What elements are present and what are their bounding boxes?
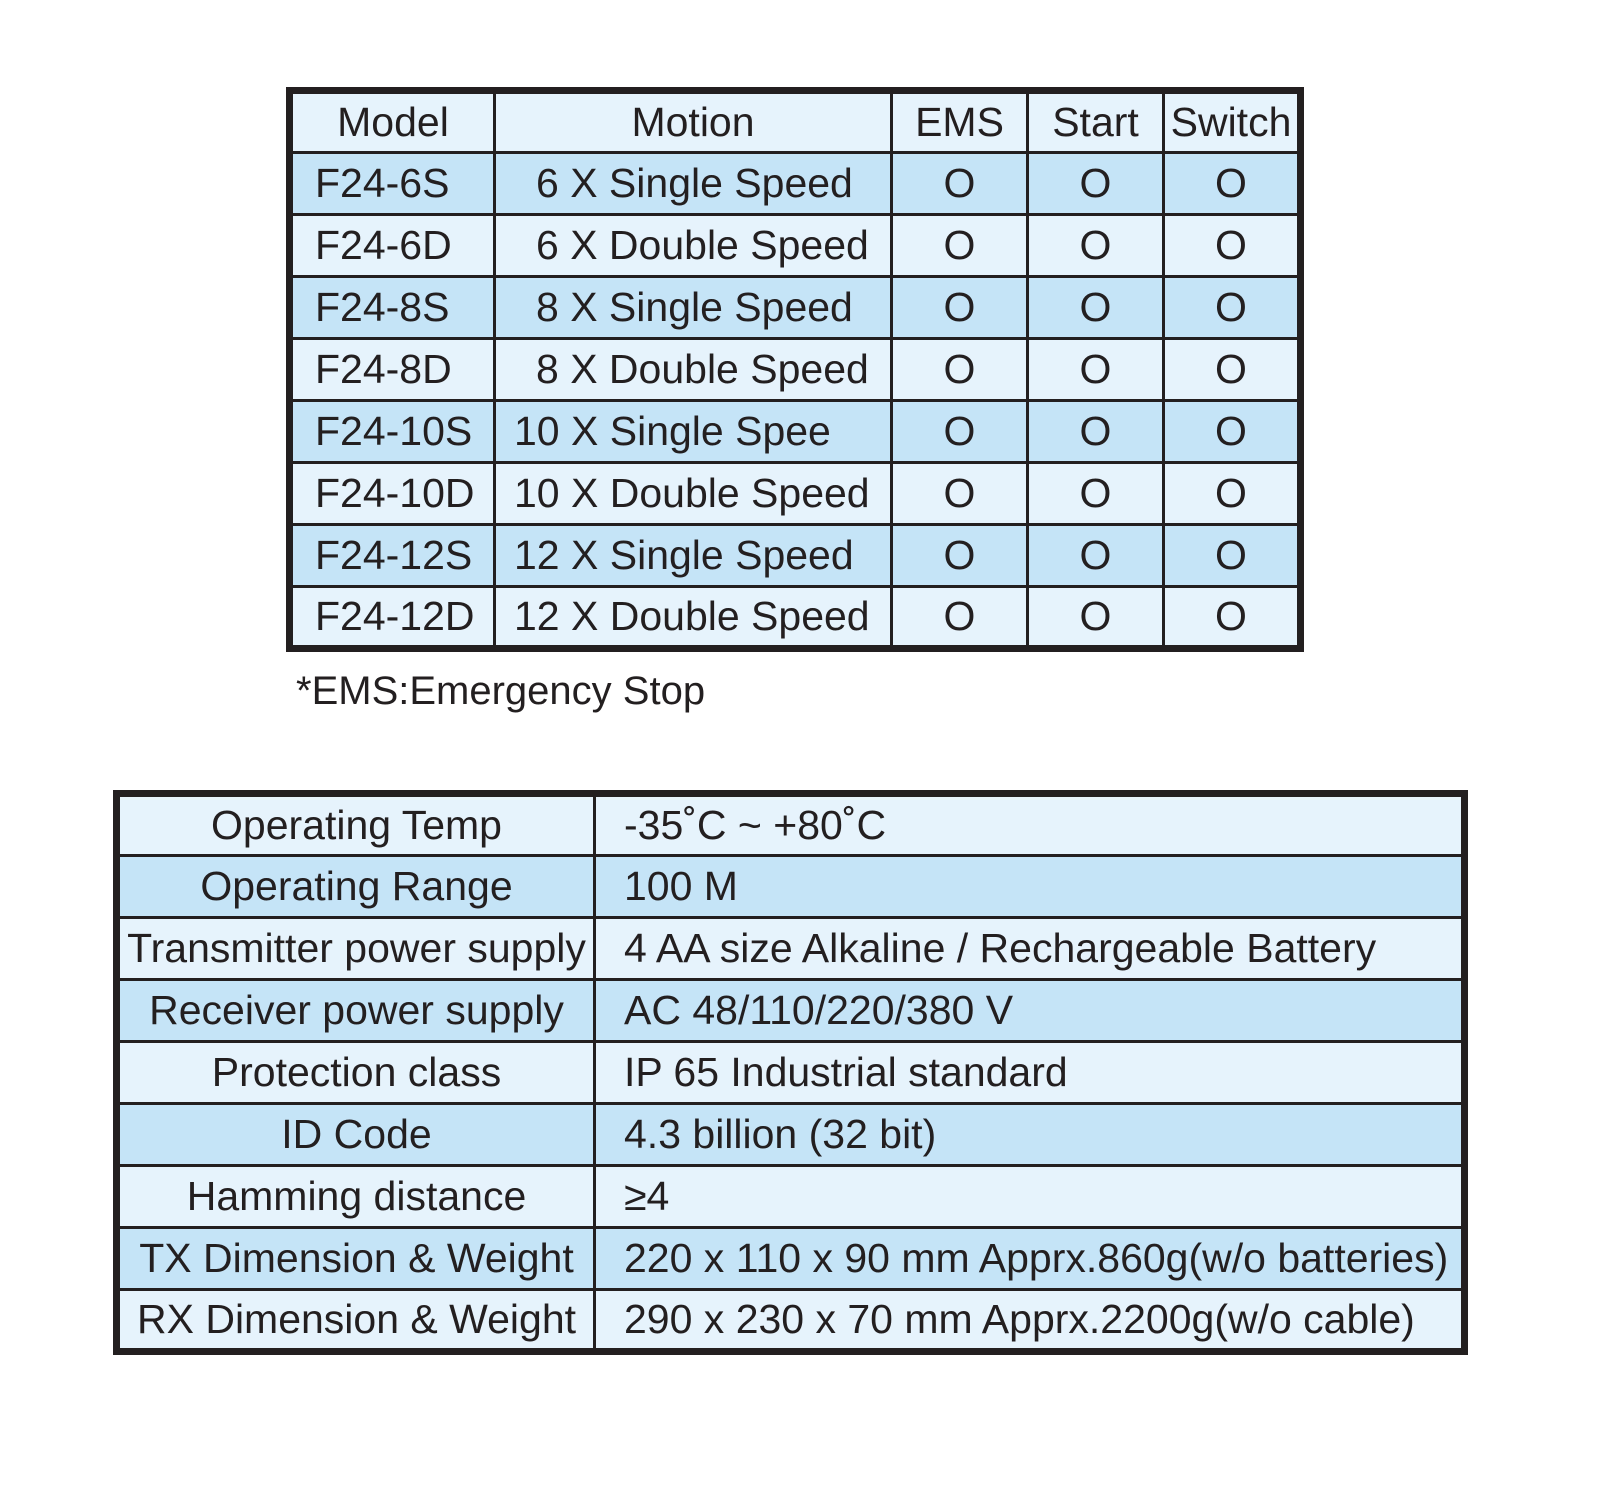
spec-label: Protection class xyxy=(117,1042,595,1104)
start-cell: O xyxy=(1028,339,1164,401)
ems-cell: O xyxy=(892,587,1028,649)
spec-label: Hamming distance xyxy=(117,1166,595,1228)
table-row xyxy=(290,525,1301,587)
table-row xyxy=(290,277,1301,339)
switch-cell: O xyxy=(1164,215,1301,277)
table-row xyxy=(117,794,1465,856)
table-row xyxy=(290,339,1301,401)
header-motion: Motion xyxy=(495,91,892,153)
ems-cell: O xyxy=(892,153,1028,215)
model-cell: F24-12D xyxy=(290,587,495,649)
motion-cell: 10 X Single Spee xyxy=(495,401,892,463)
models-header-row xyxy=(290,91,1301,153)
table-row xyxy=(290,463,1301,525)
spec-label: ID Code xyxy=(117,1104,595,1166)
motion-cell: 12 X Double Speed xyxy=(495,587,892,649)
motion-cell: 6 X Double Speed xyxy=(495,215,892,277)
switch-cell: O xyxy=(1164,463,1301,525)
model-cell: F24-8S xyxy=(290,277,495,339)
table-row xyxy=(117,856,1465,918)
model-cell: F24-8D xyxy=(290,339,495,401)
table-row xyxy=(117,1228,1465,1290)
table-row xyxy=(290,587,1301,649)
start-cell: O xyxy=(1028,463,1164,525)
model-cell: F24-10S xyxy=(290,401,495,463)
table-row xyxy=(290,401,1301,463)
switch-cell: O xyxy=(1164,153,1301,215)
spec-value: 4.3 billion (32 bit) xyxy=(595,1104,1465,1166)
header-switch: Switch xyxy=(1164,91,1301,153)
ems-cell: O xyxy=(892,401,1028,463)
spec-value: AC 48/110/220/380 V xyxy=(595,980,1465,1042)
header-start: Start xyxy=(1028,91,1164,153)
spec-label: RX Dimension & Weight xyxy=(117,1290,595,1352)
switch-cell: O xyxy=(1164,525,1301,587)
models-table xyxy=(286,87,1304,652)
motion-cell: 10 X Double Speed xyxy=(495,463,892,525)
ems-cell: O xyxy=(892,525,1028,587)
model-cell: F24-12S xyxy=(290,525,495,587)
spec-value: ≥4 xyxy=(595,1166,1465,1228)
spec-value: 220 x 110 x 90 mm Apprx.860g(w/o batteries) xyxy=(595,1228,1465,1290)
spec-label: Transmitter power supply xyxy=(117,918,595,980)
switch-cell: O xyxy=(1164,339,1301,401)
table-row xyxy=(117,918,1465,980)
table-row xyxy=(117,1290,1465,1352)
motion-cell: 8 X Single Speed xyxy=(495,277,892,339)
switch-cell: O xyxy=(1164,277,1301,339)
table-row xyxy=(117,1166,1465,1228)
start-cell: O xyxy=(1028,401,1164,463)
spec-value: 290 x 230 x 70 mm Apprx.2200g(w/o cable) xyxy=(595,1290,1465,1352)
ems-cell: O xyxy=(892,463,1028,525)
motion-cell: 6 X Single Speed xyxy=(495,153,892,215)
start-cell: O xyxy=(1028,587,1164,649)
header-model: Model xyxy=(290,91,495,153)
switch-cell: O xyxy=(1164,587,1301,649)
spec-value: 100 M xyxy=(595,856,1465,918)
motion-cell: 8 X Double Speed xyxy=(495,339,892,401)
spec-label: Receiver power supply xyxy=(117,980,595,1042)
table-row xyxy=(117,980,1465,1042)
specs-table xyxy=(113,790,1468,1355)
ems-footnote: *EMS:Emergency Stop xyxy=(296,669,706,713)
spec-value: IP 65 Industrial standard xyxy=(595,1042,1465,1104)
model-cell: F24-6S xyxy=(290,153,495,215)
start-cell: O xyxy=(1028,277,1164,339)
start-cell: O xyxy=(1028,215,1164,277)
switch-cell: O xyxy=(1164,401,1301,463)
spec-label: Operating Range xyxy=(117,856,595,918)
spec-label: TX Dimension & Weight xyxy=(117,1228,595,1290)
table-row xyxy=(290,215,1301,277)
start-cell: O xyxy=(1028,153,1164,215)
motion-cell: 12 X Single Speed xyxy=(495,525,892,587)
ems-cell: O xyxy=(892,215,1028,277)
spec-value: 4 AA size Alkaline / Rechargeable Battery xyxy=(595,918,1465,980)
spec-label: Operating Temp xyxy=(117,794,595,856)
spec-value: -35˚C ~ +80˚C xyxy=(595,794,1465,856)
ems-cell: O xyxy=(892,339,1028,401)
model-cell: F24-6D xyxy=(290,215,495,277)
start-cell: O xyxy=(1028,525,1164,587)
ems-cell: O xyxy=(892,277,1028,339)
table-row xyxy=(290,153,1301,215)
model-cell: F24-10D xyxy=(290,463,495,525)
table-row xyxy=(117,1042,1465,1104)
table-row xyxy=(117,1104,1465,1166)
header-ems: EMS xyxy=(892,91,1028,153)
